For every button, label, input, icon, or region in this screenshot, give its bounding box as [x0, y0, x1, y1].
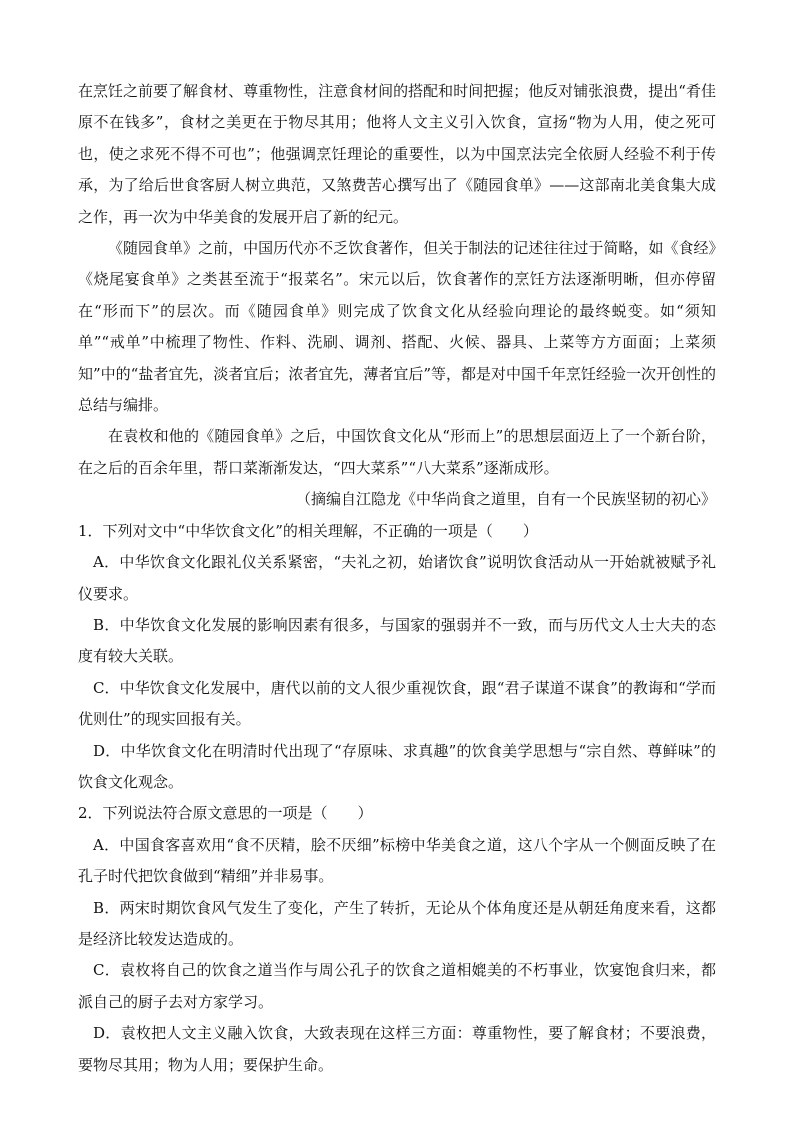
question-1-option-d: D．中华饮食文化在明清时代出现了“存原味、求真趣”的饮食美学思想与“宗自然、尊鲜味”的饮食文化观念。 [78, 741, 716, 791]
passage-paragraph-3: 在袁枚和他的《随园食单》之后，中国饮食文化从“形而上”的思想层面迈上了一个新台阶，在之后的百余年里，帮口菜渐渐发达，“四大菜系”“八大菜系”逐渐成形。 [78, 427, 716, 477]
question-2 [78, 798, 716, 1081]
passage-source: （摘编自江隐龙《中华尚食之道里，自有一个民族坚韧的初心》 [295, 490, 716, 509]
question-1-option-a: A．中华饮食文化跟礼仪关系紧密，“夫礼之初，始诸饮食”说明饮食活动从一开始就被赋予礼仪要求。 [78, 553, 716, 603]
passage-paragraph-1: 在烹饪之前要了解食材、尊重物性，注意食材间的搭配和时间把握；他反对铺张浪费，提出“肴佳原不在钱多”，食材之美更在于物尽其用；他将人文主义引入饮食，宣扬“物为人用，使之死可也，使之求死不得不可也”；他强调烹饪理论的重要性，以为中国烹法完全依厨人经验不利于传承，为了给后世食客厨人树立典范，又煞费苦心撰写出了《随园食单》——这部南北美食集大成之作，再一次为中华美食的发展开启了新的纪元。 [78, 82, 716, 226]
passage-paragraph-2: 《随园食单》之前，中国历代亦不乏饮食著作，但关于制法的记述往往过于简略，如《食经》《烧尾宴食单》之类甚至流于“报菜名”。宋元以后，饮食著作的烹饪方法逐渐明晰，但亦停留在“形而下”的层次。而《随园食单》则完成了饮食文化从经验向理论的最终蜕变。如“须知单”“戒单”中梳理了物性、作料、洗刷、调剂、搭配、火候、器具、上菜等方方面面；上菜须知”中的“盐者宜先，淡者宜后；浓者宜先，薄者宜后”等，都是对中国千年烹饪经验一次开创性的总结与编排。 [78, 239, 717, 415]
question-2-option-d: D．袁枚把人文主义融入饮食，大致表现在这样三方面：尊重物性，要了解食材；不要浪费，要物尽其用；物为人用；要保护生命。 [78, 1024, 716, 1074]
question-1-option-b: B．中华饮食文化发展的影响因素有很多，与国家的强弱并不一致，而与历代文人士大夫的态度有较大关联。 [78, 615, 716, 666]
question-1-stem: 1．下列对文中“中华饮食文化”的相关理解，不正确的一项是（ ） [78, 521, 538, 540]
question-2-option-c: C．袁枚将自己的饮食之道当作与周公孔子的饮食之道相媲美的不朽事业，饮宴饱食归来，都派自己的厨子去对方家学习。 [78, 961, 716, 1011]
question-1-option-c: C．中华饮食文化发展中，唐代以前的文人很少重视饮食，跟“君子谋道不谋食”的教诲和“学而优则仕”的现实回报有关。 [78, 678, 716, 729]
question-1 [78, 516, 716, 799]
question-2-option-b: B．两宋时期饮食风气发生了变化，产生了转折，无论从个体角度还是从朝廷角度来看，这都是经济比较发达造成的。 [78, 898, 716, 948]
question-2-option-a: A．中国食客喜欢用“食不厌精，脍不厌细”标榜中华美食之道，这八个字从一个侧面反映了在孔子时代把饮食做到“精细”并非易事。 [78, 835, 716, 886]
question-2-stem: 2．下列说法符合原文意思的一项是（ ） [78, 804, 373, 823]
